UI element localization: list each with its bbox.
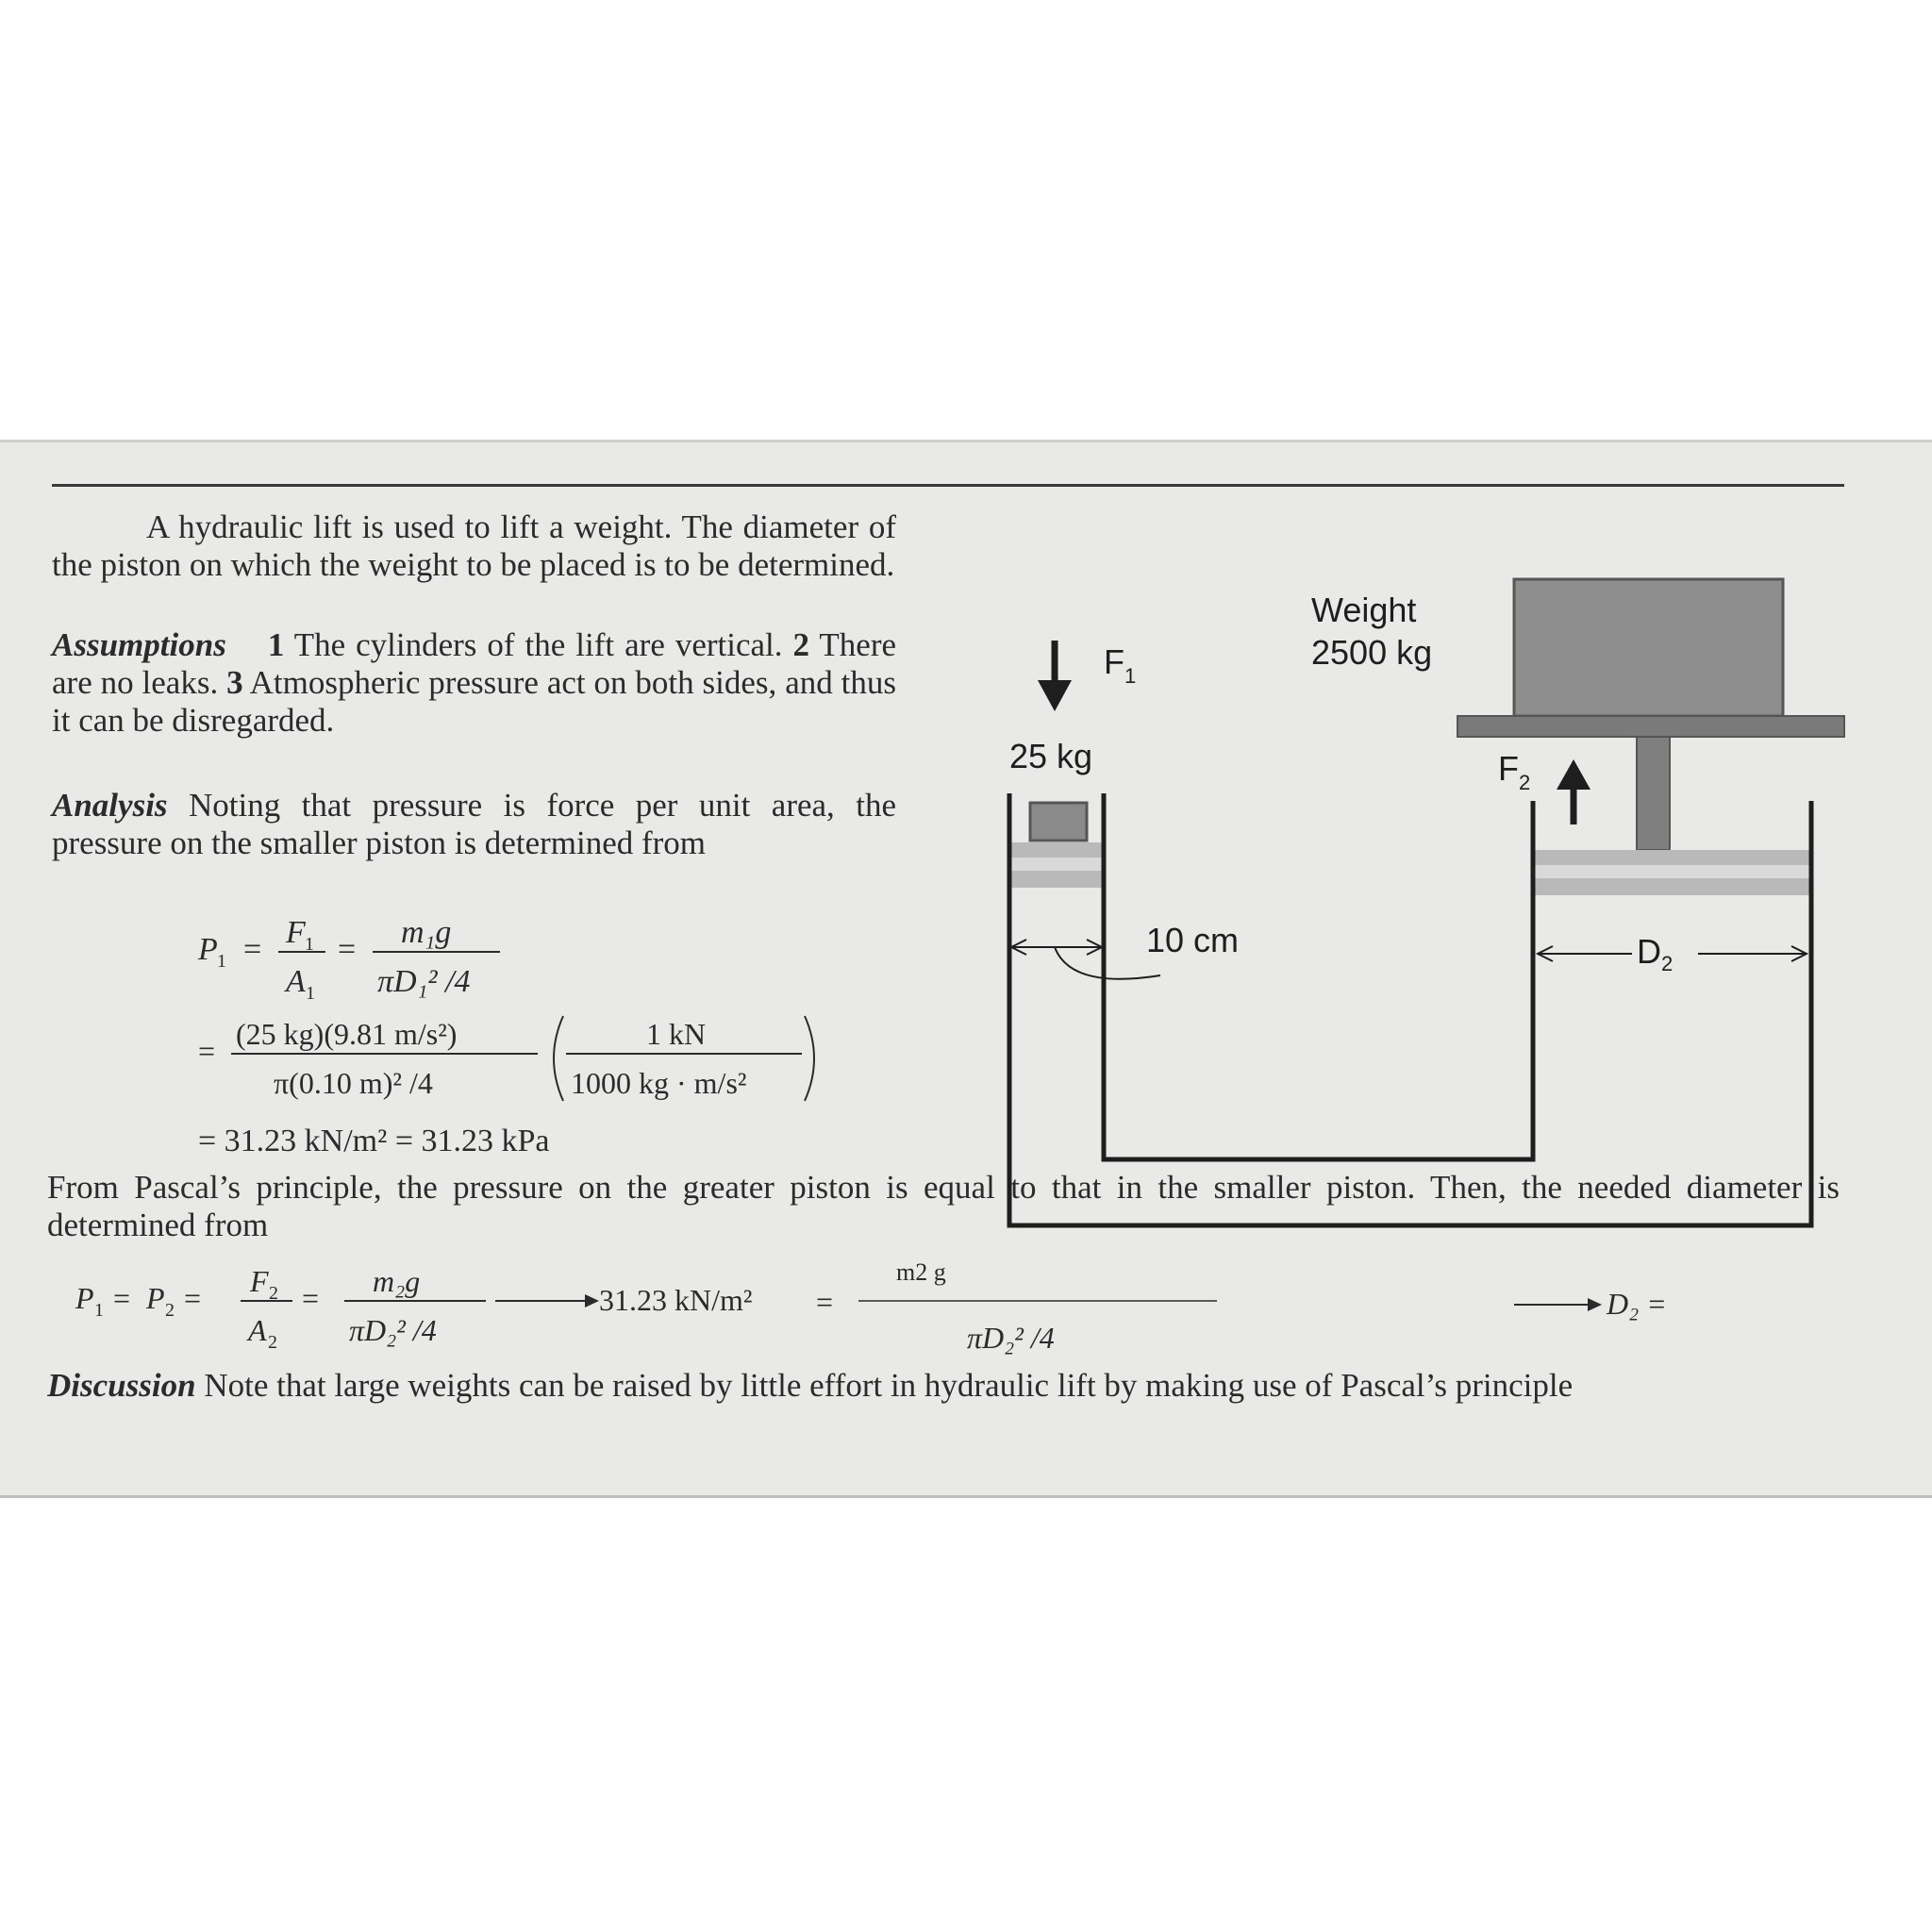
svg-text:=: =: [113, 1281, 131, 1315]
large-diameter-label: D: [1637, 932, 1661, 971]
p1-symbol: P: [198, 932, 218, 967]
numerator: (25 kg)(9.81 m/s²): [236, 1017, 458, 1051]
discussion-label: Discussion: [47, 1367, 196, 1404]
p2-eq-subscript: 2: [165, 1300, 175, 1321]
a1-symbol: A: [286, 964, 306, 999]
small-mass-block: [1030, 803, 1087, 841]
f1-subscript: 1: [1124, 664, 1137, 688]
assumptions-paragraph: [52, 626, 896, 740]
pressure-value: 31.23 kN/m²: [599, 1283, 753, 1317]
f2-label: F: [1498, 749, 1519, 788]
svg-text:=: =: [198, 1034, 216, 1068]
pressure-result: = 31.23 kN/m² = 31.23 kPa: [198, 1124, 550, 1158]
inner-vessel-wall: [1104, 793, 1533, 1159]
a2-subscript: 2: [268, 1332, 277, 1353]
f1-label: F: [1104, 642, 1124, 681]
assumption-1: The cylinders of the lift are vertical.: [293, 626, 783, 663]
m1g-term: m₁g: [401, 915, 452, 950]
weight-label-line-1: Weight: [1311, 591, 1417, 629]
p1-eq-subscript: 1: [94, 1300, 104, 1321]
hydraulic-lift-diagram: [981, 575, 1868, 1273]
f2-symbol: F: [250, 1264, 269, 1298]
analysis-label: Analysis: [52, 787, 168, 824]
assumption-1-number: 1: [267, 626, 285, 663]
d1-dimension-arrow-icon: [1011, 940, 1160, 979]
textbook-page: [0, 440, 1932, 1498]
discussion-text: Note that large weights can be raised by little effort in hydraulic lift by making use of Pascal’s principle: [204, 1367, 1574, 1404]
d2-equals: D₂ =: [1607, 1287, 1667, 1321]
intro-text: A hydraulic lift is used to lift a weight. The diameter of the piston on which the weight to be placed is to be determined.: [52, 508, 896, 583]
pressure-equation-1: [189, 905, 528, 1008]
svg-text:=: =: [302, 1281, 320, 1315]
intro-paragraph: [52, 508, 896, 584]
pascal-text: From Pascal’s principle, the pressure on the greater piston is equal to that in the smaller piston. Then, the needed diameter is determined from: [47, 1169, 1840, 1243]
small-mass-label: 25 kg: [1009, 737, 1093, 775]
assumptions-label: Assumptions: [52, 626, 226, 663]
f1-symbol: F: [286, 915, 306, 950]
top-rule: [52, 484, 1844, 487]
a1-subscript: 1: [306, 983, 315, 1004]
p1-eq-symbol: P: [75, 1281, 94, 1315]
svg-text:=: =: [338, 932, 357, 967]
analysis-text: Noting that pressure is force per unit area, the pressure on the smaller piston is determined from: [52, 787, 897, 861]
denominator: π(0.10 m)² /4: [274, 1066, 433, 1100]
large-piston-rod: [1637, 737, 1670, 850]
svg-text:=: =: [243, 932, 262, 967]
unit-denominator: 1000 kg · m/s²: [571, 1066, 747, 1100]
unit-numerator: 1 kN: [646, 1017, 707, 1051]
pressure-equation-2: [193, 1007, 854, 1110]
f2-subscript: 2: [269, 1283, 278, 1304]
large-weight-block: [1514, 579, 1783, 716]
weight-label-line-2: 2500 kg: [1311, 633, 1433, 672]
f1-arrow-icon: [1038, 641, 1072, 711]
svg-text:=: =: [184, 1281, 202, 1315]
large-platform: [1457, 716, 1844, 737]
small-diameter-label: 10 cm: [1146, 921, 1240, 959]
f2-subscript: 2: [1519, 771, 1531, 794]
pi-d2-denominator: πD₂² /4: [967, 1321, 1055, 1355]
m2g-term: m₂g: [373, 1264, 421, 1298]
f1-subscript: 1: [305, 934, 314, 955]
p2-eq-symbol: P: [146, 1281, 165, 1315]
assumption-3-number: 3: [226, 664, 243, 701]
assumption-2-number: 2: [792, 626, 810, 663]
f2-arrow-icon: [1557, 759, 1591, 824]
a2-symbol: A: [248, 1313, 267, 1347]
handwritten-m2g: m2 g: [896, 1258, 946, 1286]
discussion-paragraph: [47, 1367, 1840, 1433]
svg-text:=: =: [816, 1285, 834, 1319]
assumption-3: Atmospheric pressure act on both sides, and thus it can be disregarded.: [52, 664, 896, 739]
p1-subscript: 1: [217, 951, 226, 972]
analysis-paragraph: [52, 787, 896, 862]
pi-d1-term: πD₁² /4: [377, 964, 471, 999]
large-diameter-subscript: 2: [1661, 952, 1674, 975]
assumption-2: There are no leaks.: [52, 626, 897, 701]
pi-d2-term: πD₂² /4: [349, 1313, 437, 1347]
